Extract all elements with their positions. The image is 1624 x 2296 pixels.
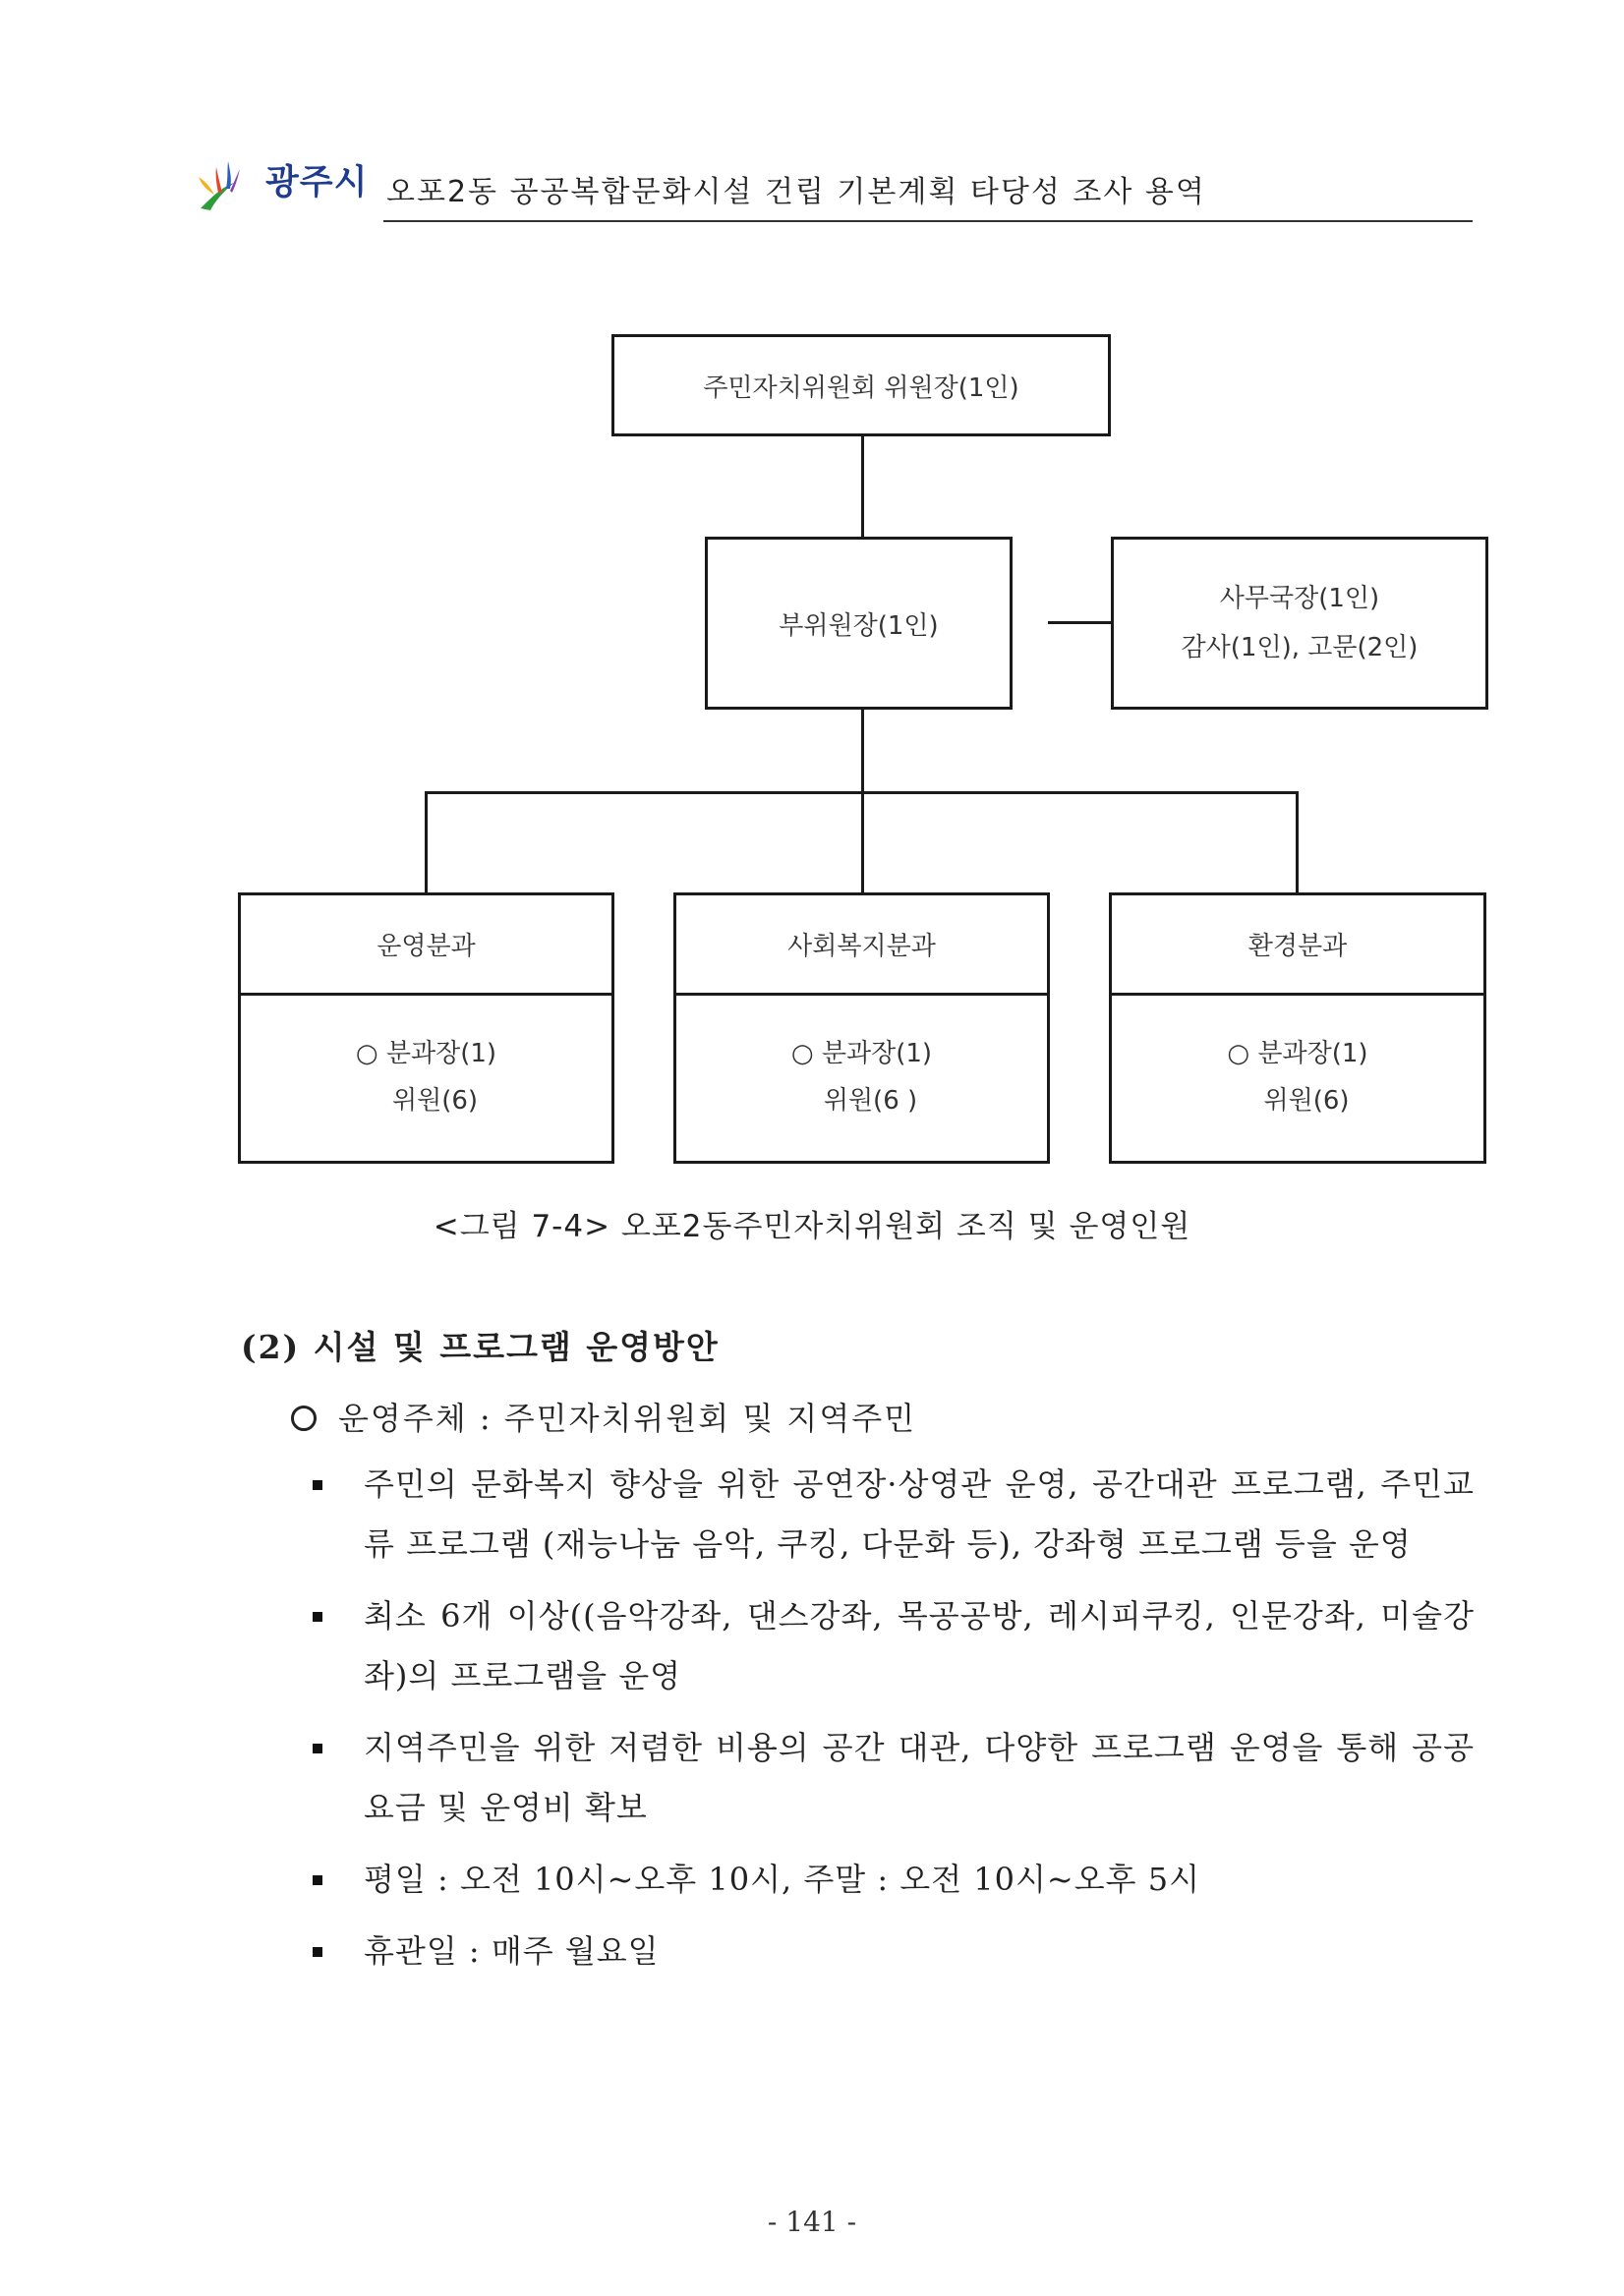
chart-connector	[425, 791, 428, 894]
bullet-list	[313, 1455, 1475, 1993]
division-members: 위원(6)	[391, 1086, 479, 1116]
division-name: 환경분과	[1112, 895, 1483, 996]
list-item	[313, 1455, 1475, 1575]
header-divider	[383, 220, 1473, 222]
list-item	[313, 1718, 1475, 1838]
division-leader: ○ 분과장(1)	[355, 1039, 497, 1068]
list-item	[313, 1850, 1475, 1910]
operator-item	[291, 1394, 916, 1439]
operator-text: 운영주체 : 주민자치위원회 및 지역주민	[338, 1400, 917, 1437]
page-number: - 141 -	[767, 2206, 857, 2238]
division-name: 사회복지분과	[676, 895, 1047, 996]
division-members: 위원(6 )	[823, 1086, 918, 1116]
division-box-operations	[238, 892, 614, 1164]
square-bullet-icon	[313, 1947, 322, 1957]
square-bullet-icon	[313, 1480, 322, 1490]
chair-box	[611, 334, 1111, 436]
division-box-environment	[1109, 892, 1486, 1164]
division-box-social-welfare	[673, 892, 1050, 1164]
vice-chair-label: 부위원장(1인)	[779, 610, 939, 641]
vice-chair-box	[705, 537, 1013, 710]
list-item-text: 지역주민을 위한 저렴한 비용의 공간 대관, 다양한 프로그램 운영을 통해 공공요금 및 운영비 확보	[364, 1729, 1475, 1826]
square-bullet-icon	[313, 1612, 322, 1622]
document-header-title: 오포2동 공공복합문화시설 건립 기본계획 타당성 조사 용역	[386, 175, 1206, 209]
figure-caption: <그림 7-4> 오포2동주민자치위원회 조직 및 운영인원	[433, 1209, 1191, 1244]
section-title: (2) 시설 및 프로그램 운영방안	[241, 1328, 720, 1366]
list-item	[313, 1586, 1475, 1706]
chart-connector	[861, 436, 864, 539]
secretariat-line-1: 사무국장(1인)	[1219, 584, 1380, 613]
chart-connector	[1048, 621, 1113, 624]
chart-connector	[861, 791, 864, 894]
division-leader: ○ 분과장(1)	[790, 1039, 933, 1068]
chair-label: 주민자치위원회 위원장(1인)	[703, 373, 1019, 403]
list-item-text: 평일 : 오전 10시~오후 10시, 주말 : 오전 10시~오후 5시	[364, 1861, 1201, 1898]
gwangju-logo-icon	[193, 147, 271, 216]
list-item-text: 주민의 문화복지 향상을 위한 공연장·상영관 운영, 공간대관 프로그램, 주민교류 프로그램 (재능나눔 음악, 쿠킹, 다문화 등), 강좌형 프로그램 등을 운영	[364, 1465, 1475, 1563]
secretariat-line-2: 감사(1인), 고문(2인)	[1181, 633, 1419, 662]
list-item-text: 휴관일 : 매주 월요일	[364, 1932, 660, 1970]
secretariat-box	[1111, 537, 1488, 710]
square-bullet-icon	[313, 1875, 322, 1885]
list-item	[313, 1922, 1475, 1981]
division-members: 위원(6)	[1263, 1086, 1350, 1116]
brand-name: 광주시	[265, 163, 369, 202]
chart-connector	[1296, 791, 1299, 894]
circle-bullet-icon	[291, 1406, 317, 1431]
list-item-text: 최소 6개 이상((음악강좌, 댄스강좌, 목공공방, 레시피쿠킹, 인문강좌, 미술강좌)의 프로그램을 운영	[364, 1597, 1475, 1694]
chart-connector	[861, 710, 864, 792]
division-leader: ○ 분과장(1)	[1227, 1039, 1368, 1068]
division-name: 운영분과	[241, 895, 611, 996]
square-bullet-icon	[313, 1744, 322, 1753]
